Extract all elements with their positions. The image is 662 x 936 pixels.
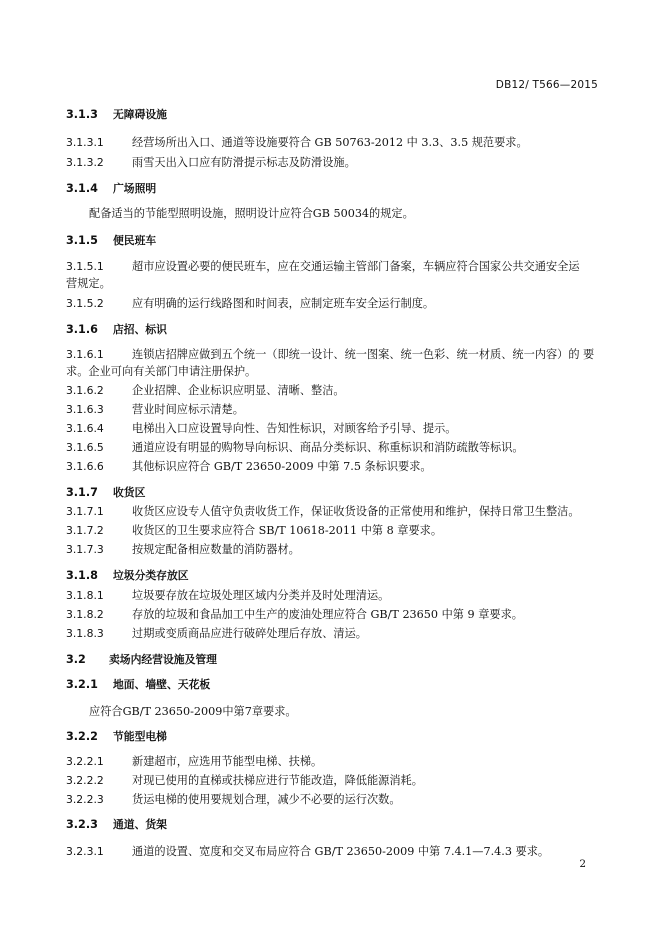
clause-item: [66, 460, 432, 474]
clause-number: 3.2.2.1: [66, 755, 104, 768]
section-heading: [66, 234, 156, 248]
clause-number: 3.1.8.2: [66, 608, 104, 621]
section-number: 3.2.2: [66, 730, 98, 743]
clause-number: 3.1.7.2: [66, 524, 104, 537]
section-number: 3.1.7: [66, 486, 98, 499]
section-heading: [66, 818, 167, 832]
clause-number: 3.1.8.1: [66, 589, 104, 602]
section-heading: [66, 730, 167, 744]
clause-item: [66, 793, 401, 807]
clause-text: 对现已使用的直梯或扶梯应进行节能改造，降低能源消耗。: [132, 774, 423, 787]
clause-text: 应有明确的运行线路图和时间表，应制定班车安全运行制度。: [132, 297, 435, 310]
clause-text: 通道的设置、宽度和交叉布局应符合 GB/T 23650-2009 中第 7.4.1—7.4.3 要求。: [132, 845, 550, 858]
section-heading: [66, 653, 217, 667]
clause-item: [66, 348, 594, 362]
section-heading: [66, 569, 189, 583]
clause-text: 按规定配备相应数量的消防器材。: [132, 543, 300, 556]
clause-item: [66, 845, 549, 859]
clause-text: 垃圾要存放在垃圾处理区域内分类并及时处理清运。: [132, 589, 390, 602]
clause-number: 3.2.2.3: [66, 793, 104, 806]
clause-item: [66, 543, 300, 557]
section-title: 无障碍设施: [113, 108, 167, 121]
document-code: DB12/ T566—2015: [495, 79, 598, 91]
clause-item: [66, 297, 434, 311]
section-number: 3.1.4: [66, 182, 98, 195]
section-title: 卖场内经营设施及管理: [109, 653, 217, 666]
section-title: 地面、墙壁、天花板: [113, 678, 211, 691]
clause-text: 过期或变质商品应进行破碎处理后存放、清运。: [132, 627, 367, 640]
clause-number: 3.2.2.2: [66, 774, 104, 787]
clause-item: [66, 627, 367, 641]
section-heading: [66, 182, 156, 196]
clause-number: 3.1.7.1: [66, 505, 104, 518]
section-title: 节能型电梯: [113, 730, 167, 743]
section-number: 3.1.6: [66, 323, 98, 336]
section-number: 3.2.3: [66, 818, 98, 831]
section-number: 3.1.8: [66, 569, 98, 582]
section-title: 通道、货架: [113, 818, 167, 831]
clause-number: 3.1.3.2: [66, 156, 104, 169]
clause-item: [66, 505, 580, 519]
clause-number: 3.1.6.1: [66, 348, 104, 361]
clause-item: [66, 260, 580, 274]
clause-item: [66, 608, 523, 622]
body-paragraph: 应符合GB/T 23650-2009中第7章要求。: [89, 705, 297, 718]
clause-item: [66, 422, 456, 436]
clause-text: 存放的垃圾和食品加工中生产的废油处理应符合 GB/T 23650 中第 9 章要求。: [132, 608, 523, 621]
clause-text: 企业招牌、企业标识应明显、清晰、整洁。: [132, 384, 345, 397]
page-number: 2: [579, 858, 586, 870]
clause-text: 货运电梯的使用要规划合理，减少不必要的运行次数。: [132, 793, 401, 806]
section-number: 3.2: [66, 653, 86, 666]
section-heading: [66, 108, 167, 122]
clause-item: [66, 136, 528, 150]
section-title: 便民班车: [113, 234, 157, 247]
clause-item: [66, 384, 345, 398]
section-number: 3.1.3: [66, 108, 98, 121]
clause-text: 收货区的卫生要求应符合 SB/T 10618-2011 中第 8 章要求。: [132, 524, 443, 537]
clause-number: 3.1.6.2: [66, 384, 104, 397]
clause-item: [66, 524, 442, 538]
clause-text: 雨雪天出入口应有防滑提示标志及防滑设施。: [132, 156, 356, 169]
clause-continuation: 求。企业可向有关部门申请注册保护。: [66, 365, 257, 378]
clause-number: 3.1.6.5: [66, 441, 104, 454]
clause-number: 3.1.5.1: [66, 260, 104, 273]
clause-text: 营业时间应标示清楚。: [132, 403, 244, 416]
clause-item: [66, 156, 356, 170]
clause-text: 其他标识应符合 GB/T 23650-2009 中第 7.5 条标识要求。: [132, 460, 432, 473]
section-number: 3.1.5: [66, 234, 98, 247]
clause-continuation: 营规定。: [66, 277, 111, 290]
clause-number: 3.2.3.1: [66, 845, 104, 858]
section-title: 店招、标识: [113, 323, 167, 336]
section-title: 垃圾分类存放区: [113, 569, 189, 582]
section-heading: [66, 486, 145, 500]
clause-number: 3.1.5.2: [66, 297, 104, 310]
clause-text: 收货区应设专人值守负责收货工作，保证收货设备的正常使用和维护，保持日常卫生整洁。: [132, 505, 580, 518]
section-number: 3.2.1: [66, 678, 98, 691]
clause-number: 3.1.6.4: [66, 422, 104, 435]
clause-text: 经营场所出入口、通道等设施要符合 GB 50763-2012 中 3.3、3.5 规范要求。: [132, 136, 528, 149]
section-heading: [66, 678, 210, 692]
clause-item: [66, 403, 244, 417]
clause-text: 通道应设有明显的购物导向标识、商品分类标识、称重标识和消防疏散等标识。: [132, 441, 524, 454]
clause-item: [66, 441, 524, 455]
clause-text: 超市应设置必要的便民班车，应在交通运输主管部门备案，车辆应符合国家公共交通安全运: [132, 260, 580, 273]
clause-item: [66, 589, 389, 603]
clause-number: 3.1.7.3: [66, 543, 104, 556]
clause-item: [66, 755, 322, 769]
clause-number: 3.1.6.6: [66, 460, 104, 473]
body-paragraph: 配备适当的节能型照明设施，照明设计应符合GB 50034的规定。: [89, 207, 414, 220]
clause-item: [66, 774, 423, 788]
section-heading: [66, 323, 167, 337]
clause-number: 3.1.6.3: [66, 403, 104, 416]
clause-number: 3.1.3.1: [66, 136, 104, 149]
section-title: 广场照明: [113, 182, 157, 195]
section-title: 收货区: [113, 486, 146, 499]
clause-text: 电梯出入口应设置导向性、告知性标识，对顾客给予引导、提示。: [132, 422, 457, 435]
clause-number: 3.1.8.3: [66, 627, 104, 640]
clause-text: 连锁店招牌应做到五个统一（即统一设计、统一图案、统一色彩、统一材质、统一内容）的 要: [132, 348, 595, 361]
clause-text: 新建超市，应选用节能型电梯、扶梯。: [132, 755, 323, 768]
